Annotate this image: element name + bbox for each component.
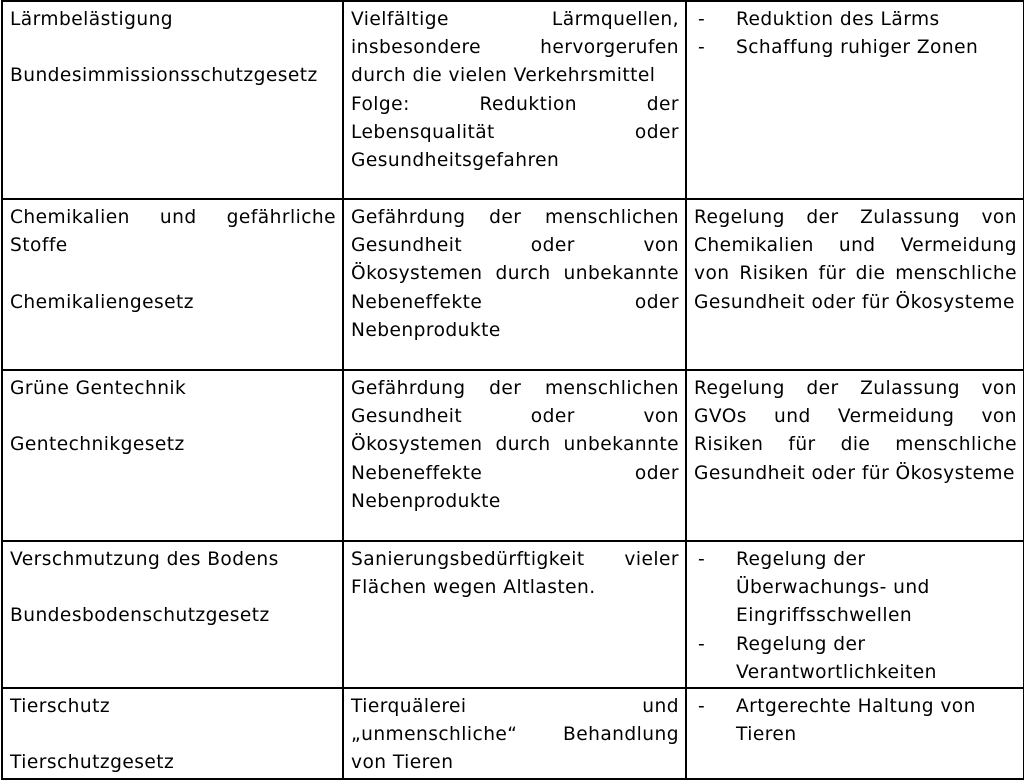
- problem-text: Tierquälerei und „unmenschliche“ Behandlung von Tieren: [351, 696, 679, 774]
- problem-text: Gefährdung der menschlichen Gesundheit oder von Ökosystemen durch unbekannte Nebeneffekte oder Nebenprodukte: [351, 378, 679, 512]
- table-row: [2, 688, 1024, 779]
- topic-cell: [2, 370, 343, 541]
- dash-bullet-icon: -: [698, 696, 706, 718]
- measures-cell: [686, 370, 1024, 541]
- law-label: Chemikaliengesetz: [10, 291, 194, 313]
- topic-label: Grüne Gentechnik: [10, 378, 187, 399]
- law-label: Gentechnikgesetz: [10, 434, 185, 456]
- problem-consequence-text: Folge: Reduktion der Lebensqualität oder Gesundheitsgefahren: [351, 93, 679, 172]
- problem-cell: [343, 370, 686, 541]
- table-row: [2, 370, 1024, 541]
- measures-cell: [686, 1, 1024, 199]
- list-item: - Regelung der Überwachungs- und Eingriffsschwellen: [694, 546, 1017, 631]
- measures-list: [694, 546, 1017, 687]
- measures-list: [694, 6, 1017, 62]
- measures-cell: [686, 688, 1024, 779]
- measures-list: [694, 693, 1017, 749]
- dash-bullet-icon: -: [698, 549, 706, 570]
- problem-cell: [343, 199, 686, 370]
- topic-cell: [2, 541, 343, 688]
- law-label: Bundesimmissionsschutzgesetz: [10, 65, 318, 87]
- table-row: [2, 541, 1024, 688]
- problem-text: Gefährdung der menschlichen Gesundheit oder von Ökosystemen durch unbekannte Nebeneffekte oder Nebenprodukte: [351, 207, 679, 341]
- list-item: - Schaffung ruhiger Zonen: [694, 34, 1017, 62]
- problem-cell: [343, 1, 686, 199]
- measures-cell: [686, 541, 1024, 688]
- law-label: Tierschutzgesetz: [10, 752, 175, 774]
- dash-bullet-icon: -: [698, 9, 706, 30]
- measure-text: Regelung der Zulassung von GVOs und Vermeidung von Risiken für die menschliche Gesundheit oder für Ökosysteme: [694, 378, 1017, 484]
- environmental-law-table: [1, 0, 1024, 780]
- problem-text: Vielfältige Lärmquellen, insbesondere hervorgerufen durch die vielen Verkehrsmittel: [351, 9, 679, 87]
- topic-label: Chemikalien und gefährliche Stoffe: [10, 207, 336, 257]
- topic-label: Verschmutzung des Bodens: [10, 549, 279, 570]
- topic-cell: [2, 688, 343, 779]
- problem-cell: [343, 688, 686, 779]
- list-item: - Reduktion des Lärms: [694, 6, 1017, 34]
- table-row: [2, 1, 1024, 199]
- dash-bullet-icon: -: [698, 37, 706, 59]
- table-row: [2, 199, 1024, 370]
- measures-cell: [686, 199, 1024, 370]
- measure-text: Regelung der Zulassung von Chemikalien und Vermeidung von Risiken für die menschliche Gesundheit oder für Ökosysteme: [694, 207, 1017, 313]
- topic-cell: [2, 1, 343, 199]
- problem-cell: [343, 541, 686, 688]
- topic-cell: [2, 199, 343, 370]
- law-label: Bundesbodenschutzgesetz: [10, 605, 270, 627]
- topic-label: Lärmbelästigung: [10, 9, 174, 30]
- topic-label: Tierschutz: [10, 696, 111, 718]
- dash-bullet-icon: -: [698, 633, 706, 655]
- list-item: - Regelung der Verantwortlichkeiten: [694, 631, 1017, 687]
- problem-text: Sanierungsbedürftigkeit vieler Flächen wegen Altlasten.: [351, 549, 679, 599]
- list-item: - Artgerechte Haltung von Tieren: [694, 693, 1017, 749]
